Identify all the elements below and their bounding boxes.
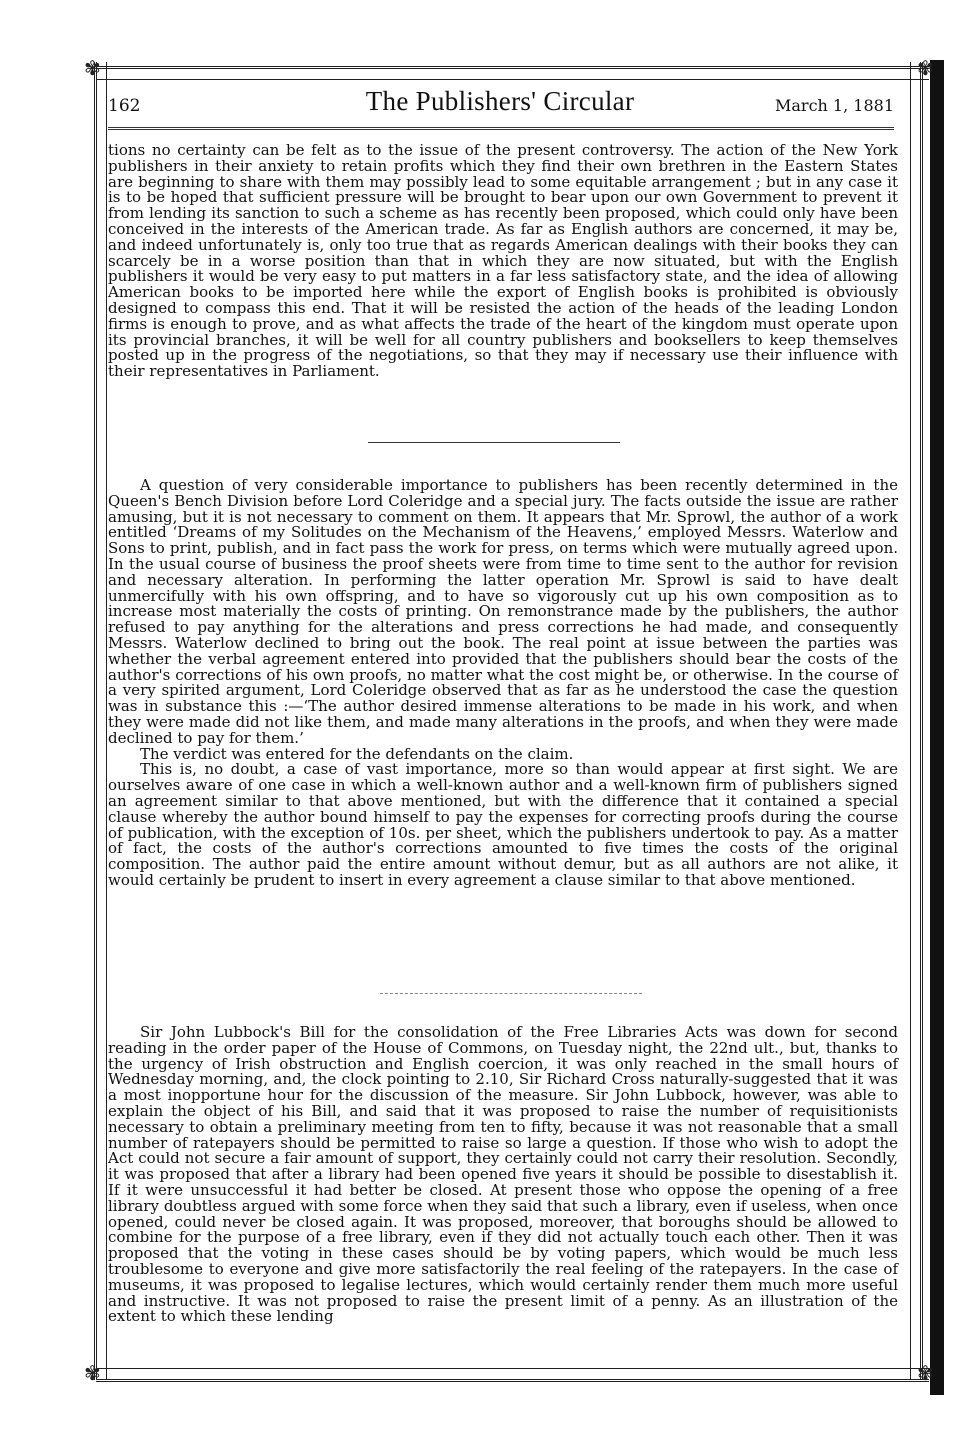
bottom-border-rule — [96, 1368, 929, 1382]
section-divider — [380, 993, 642, 994]
journal-title: The Publishers' Circular — [365, 86, 635, 116]
article-continuation — [108, 143, 898, 380]
section-divider — [368, 442, 620, 443]
paragraph: Sir John Lubbock's Bill for the consolidation of the Free Libraries Acts was down for second reading in the order paper of the House of Commons, on Tuesday night, the 22nd ult., but, thanks to the urgency of Irish obstruction and English coercion, it was only reached in the small hours of Wednesday morning, and, the clock pointing to 2.10, Sir Richard Cross naturally-suggested that it was a most inopportune hour for the discussion of the measure. Sir John Lubbock, however, was able to explain the object of his Bill, and said that it was proposed to raise the number of requisitionists necessary to obtain a preliminary meeting from ten to fifty, because it was not reasonable that a small number of ratepayers should be permitted to raise so large a question. If those who wish to adopt the Act could not secure a fair amount of support, they certainly could not carry their resolution. Secondly, it was proposed that after a library had been opened five years it should be possible to disestablish it. If it were unsuccessful it had better be closed. At present those who oppose the opening of a free library doubtless argued with some force when they said that such a library, even if useless, when once opened, could never be closed again. It was proposed, moreover, that boroughs should be allowed to combine for the purpose of a free library, even if they did not actually touch each other. Then it was proposed that the voting in these cases should be by voting papers, which would be much less troublesome to everyone and give more satisfactorily the real feeling of the ratepayers. In the case of museums, it was proposed to legalise lectures, which would certainly render them much more useful and instructive. It was not proposed to raise the present limit of a penny. As an illustration of the extent to which these lending — [108, 1023, 898, 1326]
left-border-rule — [94, 62, 107, 1380]
corner-ornament-icon: ✾ — [917, 56, 934, 80]
corner-ornament-icon: ✾ — [84, 56, 101, 80]
right-border-rule — [910, 62, 923, 1380]
top-border-rule — [96, 66, 929, 80]
paragraph: A question of very considerable importance to publishers has been recently determined in the Queen's Bench Division before Lord Coleridge and a special jury. The facts outside the issue are rather amusing, but it is not necessary to comment on them. It appears that Mr. Sprowl, the author of a work entitled ‘Dreams of my Solitudes on the Mechanism of the Heavens,’ employed Messrs. Waterlow and Sons to print, publish, and in fact pass the work for press, on terms which were mutually agreed upon. In the usual course of business the proof sheets were from time to time sent to the author for revision and necessary alteration. In performing the latter operation Mr. Sprowl is said to have dealt unmercifully with his own offspring, and to have so vigorously cut up his own composition as to increase most materially the costs of printing. On remonstrance made by the publishers, the author refused to pay anything for the alterations and press corrections he had made, and consequently Messrs. Waterlow declined to bring out the book. The real point at issue between the parties was whether the verbal agreement entered into provided that the publishers should bear the costs of the author's corrections of his own proofs, no matter what the cost might be, or otherwise. In the course of a very spirited argument, Lord Coleridge observed that as far as he understood the case the question was in substance this :—‘The author desired immense alterations to be made in his work, and when they were made did not like them, and made many alterations in the proofs, and when they were made declined to pay for them.’ — [108, 476, 898, 747]
page-binding-edge — [930, 60, 944, 1395]
running-header — [104, 86, 896, 126]
issue-date: March 1, 1881 — [775, 96, 894, 115]
page-number: 162 — [108, 96, 141, 116]
article-copyright-case — [108, 478, 898, 889]
article-free-libraries — [108, 1025, 898, 1325]
header-rule — [108, 127, 894, 130]
paragraph: The verdict was entered for the defendants on the claim. — [140, 744, 574, 763]
corner-ornament-icon: ✾ — [917, 1361, 934, 1385]
corner-ornament-icon: ✾ — [84, 1361, 101, 1385]
paragraph: tions no certainty can be felt as to the issue of the present controversy. The action of the New York publishers in their anxiety to retain profits which they find their own brethren in the Eastern States are beginning to share with them may possibly lead to some equitable arrangement ; but in any case it is to be hoped that sufficient pressure will be brought to bear upon our own Government to prevent it from lending its sanction to such a scheme as has recently been proposed, which could only have been conceived in the interests of the American trade. As far as English authors are concerned, it may be, and indeed unfortunately is, only too true that as regards American dealings with their books they can scarcely be in a worse position than that in which they are now situated, but with the English publishers it would be very easy to put matters in a far less satisfactory state, and the idea of allowing American books to be imported here while the export of English books is prohibited is obviously designed to compass this end. That it will be resisted the action of the heads of the leading London firms is enough to prove, and as what affects the trade of the heart of the kingdom must operate upon its provincial branches, it will be well for all country publishers and booksellers to keep themselves posted up in the progress of the negotiations, so that they may if necessary use their influence with their representatives in Parliament. — [108, 141, 898, 381]
paragraph: This is, no doubt, a case of vast importance, more so than would appear at first sight. We are ourselves aware of one case in which a well-known author and a well-known firm of publishers signed an agreement similar to that above mentioned, but with the difference that it contained a special clause whereby the author bound himself to pay the expenses for correcting proofs during the course of publication, with the exception of 10s. per sheet, which the publishers undertook to pay. As a matter of fact, the costs of the author's corrections amounted to five times the costs of the original composition. The author paid the entire amount without demur, but as all authors are not alike, it would certainly be prudent to insert in every agreement a clause similar to that above mentioned. — [108, 760, 898, 889]
